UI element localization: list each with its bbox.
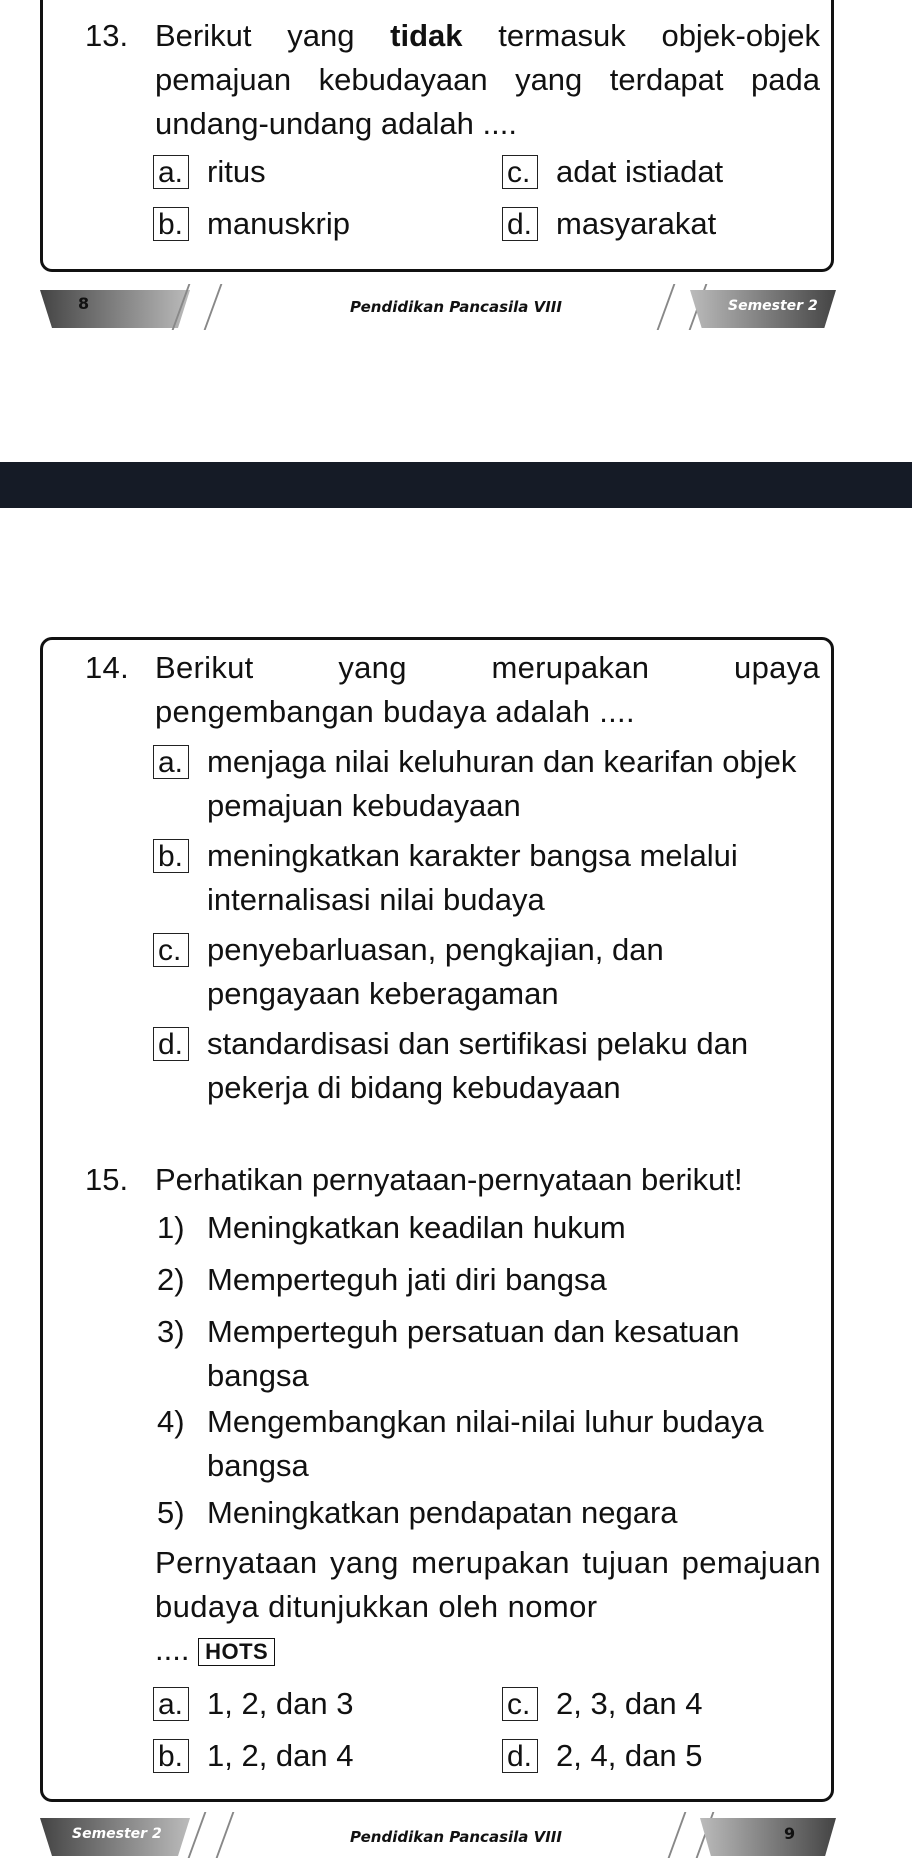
option-text: meningkatkan karakter bangsa melalui internalisasi nilai budaya [207, 838, 738, 917]
question-text: Berikut yang merupakan upaya pengembangan budaya adalah .... [155, 650, 820, 729]
option-13-b[interactable] [153, 202, 350, 246]
option-label: d. [502, 1739, 538, 1773]
option-label: d. [502, 207, 538, 241]
option-text: adat istiadat [556, 154, 724, 189]
statement-3: 3) Memperteguh persatuan dan kesatuan bangsa [157, 1314, 740, 1393]
option-14-d[interactable] [153, 1022, 821, 1110]
option-14-c[interactable] [153, 928, 821, 1016]
option-label: a. [153, 155, 189, 189]
option-text: menjaga nilai keluhuran dan kearifan objek pemajuan kebudayaan [207, 744, 797, 823]
page-footer-bottom [0, 1812, 912, 1872]
option-text: 1, 2, dan 4 [207, 1738, 354, 1773]
page-footer-top [0, 284, 912, 344]
question-number: 14. [85, 650, 129, 685]
statement-5: 5) Meningkatkan pendapatan negara [157, 1495, 678, 1530]
question-number: 13. [85, 18, 129, 53]
question-number: 15. [85, 1162, 129, 1197]
option-text: masyarakat [556, 206, 717, 241]
option-text: 2, 3, dan 4 [556, 1686, 703, 1721]
footer-semester: Semester 2 [728, 298, 818, 314]
option-label: a. [153, 745, 189, 779]
footer-book-title: Pendidikan Pancasila VIII [350, 298, 562, 316]
footer-semester: Semester 2 [72, 1826, 162, 1842]
option-text: manuskrip [207, 206, 350, 241]
option-label: c. [153, 933, 189, 967]
option-15-b[interactable] [153, 1734, 354, 1778]
option-label: c. [502, 155, 538, 189]
option-14-a[interactable] [153, 740, 821, 828]
option-text: 1, 2, dan 3 [207, 1686, 354, 1721]
question-text: Berikut yang tidak termasuk objek-objek pemajuan kebudayaan yang terdapat pada undang-undang adalah .... [155, 18, 820, 141]
question-text: Perhatikan pernyataan-pernyataan berikut! [155, 1162, 743, 1197]
prompt-ending: .... HOTS [155, 1628, 275, 1672]
page-number: 9 [784, 1824, 796, 1843]
statement-4: 4) Mengembangkan nilai-nilai luhur budaya bangsa [157, 1404, 764, 1483]
page-divider [0, 462, 912, 508]
option-text: 2, 4, dan 5 [556, 1738, 703, 1773]
option-15-a[interactable] [153, 1682, 354, 1726]
option-text: penyebarluasan, pengkajian, dan pengayaan keberagaman [207, 932, 664, 1011]
option-14-b[interactable] [153, 834, 821, 922]
option-text: standardisasi dan sertifikasi pelaku dan pekerja di bidang kebudayaan [207, 1026, 749, 1105]
page-number-tab [700, 1818, 836, 1856]
option-15-c[interactable] [502, 1682, 703, 1726]
question-15-prompt [155, 1541, 821, 1629]
option-label: b. [153, 1739, 189, 1773]
question-13 [85, 14, 820, 146]
option-13-a[interactable] [153, 150, 266, 194]
option-13-c[interactable] [502, 150, 723, 194]
option-13-d[interactable] [502, 202, 716, 246]
page-number: 8 [78, 294, 90, 313]
option-label: d. [153, 1027, 189, 1061]
hots-badge: HOTS [198, 1638, 275, 1666]
option-15-d[interactable] [502, 1734, 703, 1778]
option-text: ritus [207, 154, 266, 189]
question-14 [85, 646, 820, 734]
statement-1: 1) Meningkatkan keadilan hukum [157, 1210, 626, 1245]
prompt-text: Pernyataan yang merupakan tujuan pemajuan budaya ditunjukkan oleh nomor [155, 1545, 821, 1624]
option-label: b. [153, 839, 189, 873]
footer-book-title: Pendidikan Pancasila VIII [350, 1828, 562, 1846]
option-label: c. [502, 1687, 538, 1721]
option-label: b. [153, 207, 189, 241]
statement-2: 2) Memperteguh jati diri bangsa [157, 1262, 607, 1297]
emphasis-word: tidak [390, 18, 463, 53]
option-label: a. [153, 1687, 189, 1721]
question-15 [85, 1158, 820, 1202]
